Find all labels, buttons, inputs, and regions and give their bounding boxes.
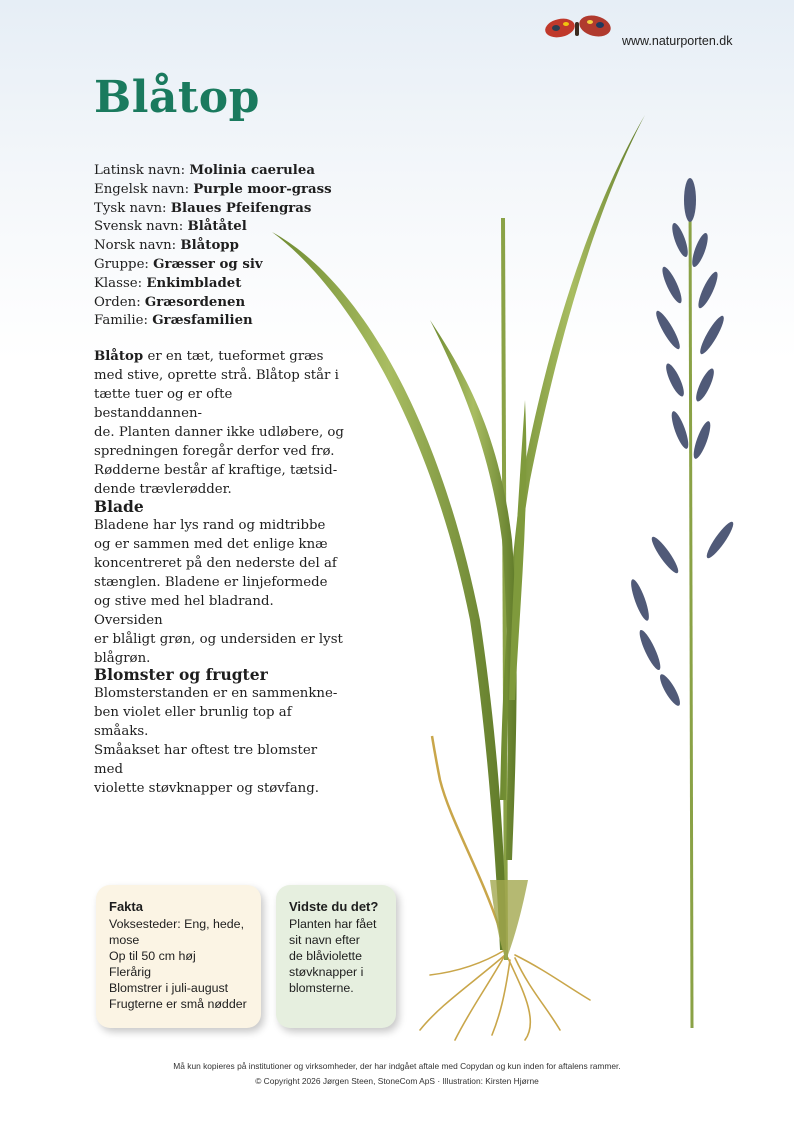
fakta-line: Frugterne er små nødder <box>109 997 247 1011</box>
blomster-line: Småakset har oftest tre blomster med <box>94 743 318 777</box>
blade-line: blågrøn. <box>94 651 151 666</box>
intro-lead: Blåtop <box>94 349 144 364</box>
fakta-title: Fakta <box>109 899 143 914</box>
blade-line: koncentreret på den nederste del af <box>94 556 337 571</box>
fact-label: Latinsk navn: <box>94 163 186 178</box>
blomster-heading: Blomster og frugter <box>94 665 268 684</box>
footer-license: Må kun kopieres på institutioner og virksomheder, der har indgået aftale med Copydan og kun inden for aftalens rammer. <box>173 1061 621 1071</box>
vidste-line: blomsterne. <box>289 981 354 995</box>
intro-line: dende trævlerødder. <box>94 482 232 497</box>
fact-value: Blaues Pfeifengras <box>170 200 312 216</box>
fact-value: Græsser og siv <box>153 256 263 272</box>
vidste-line: Planten har fået <box>289 917 377 931</box>
fakta-line: Voksesteder: Eng, hede, <box>109 917 245 931</box>
site-url[interactable]: www.naturporten.dk <box>622 34 733 48</box>
fakta-line: Op til 50 cm høj <box>109 949 196 963</box>
blomster-line: violette støvknapper og støvfang. <box>94 781 319 796</box>
intro-line: de. Planten danner ikke udløbere, og <box>94 425 344 440</box>
fact-label: Familie: <box>94 313 148 329</box>
fact-value: Græsordenen <box>144 294 246 310</box>
blomster-line: Blomsterstanden er en sammenkne- <box>94 686 338 701</box>
fact-label: Engelsk navn: <box>94 181 190 197</box>
blade-line: Bladene har lys rand og midtribbe <box>94 518 326 533</box>
fakta-box <box>96 885 261 1028</box>
fact-label: Gruppe: <box>94 256 149 272</box>
fact-value: Molinia caerulea <box>189 163 315 178</box>
fakta-line: Flerårig <box>109 965 151 979</box>
blade-heading: Blade <box>94 497 144 516</box>
fact-label: Orden: <box>94 294 141 310</box>
intro-line: tætte tuer og er ofte bestanddannen- <box>94 387 233 421</box>
fact-value: Græsfamilien <box>152 313 253 329</box>
blade-line: stænglen. Bladene er linjeformede <box>94 575 328 590</box>
fakta-line: mose <box>109 933 140 947</box>
vidste-line: sit navn efter <box>289 933 360 947</box>
fact-label: Klasse: <box>94 275 143 291</box>
blomster-line: ben violet eller brunlig top af småaks. <box>94 705 292 739</box>
intro-line: med stive, oprette strå. Blåtop står i <box>94 368 339 383</box>
fakta-line: Blomstrer i juli-august <box>109 981 229 995</box>
fact-value: Blåtopp <box>180 238 239 254</box>
fact-value: Enkimbladet <box>146 275 242 291</box>
blade-line: og er sammen med det enlige knæ <box>94 537 328 552</box>
vidste-line: støvknapper i <box>289 965 364 979</box>
fact-value: Purple moor-grass <box>193 181 332 197</box>
page-title: Blåtop <box>94 72 260 123</box>
fact-label: Tysk navn: <box>94 200 167 216</box>
vidste-line: de blåviolette <box>289 949 363 963</box>
footer-copyright: © Copyright 2026 Jørgen Steen, StoneCom ApS · Illustration: Kirsten Hjørne <box>255 1076 539 1086</box>
fact-label: Svensk navn: <box>94 219 184 235</box>
vidste-box <box>276 885 396 1028</box>
vidste-title: Vidste du det? <box>289 899 379 914</box>
intro-line: er en tæt, tueformet græs <box>147 349 324 364</box>
blade-line: og stive med hel bladrand. Oversiden <box>94 594 274 628</box>
fact-value: Blåtåtel <box>187 219 247 235</box>
intro-line: Rødderne består af kraftige, tætsid- <box>94 463 338 478</box>
blade-line: er blåligt grøn, og undersiden er lyst <box>94 632 343 647</box>
fact-label: Norsk navn: <box>94 238 177 254</box>
intro-line: spredningen foregår derfor ved frø. <box>94 444 335 459</box>
